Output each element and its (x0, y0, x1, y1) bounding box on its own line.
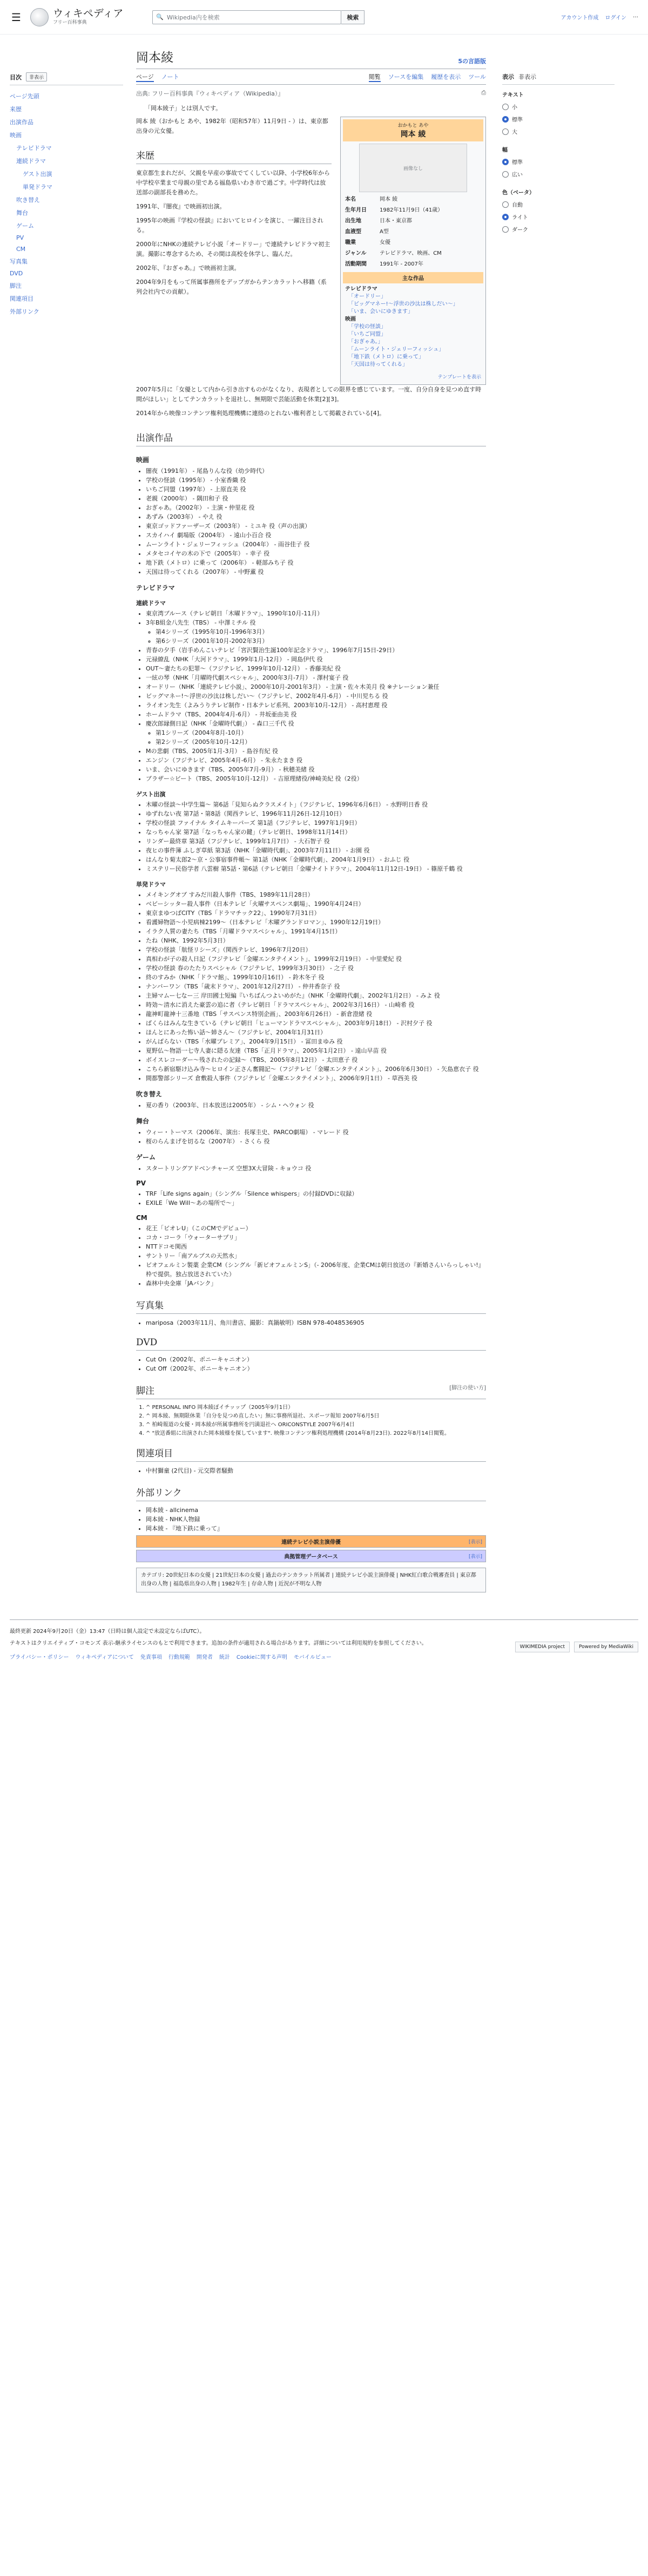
hatnote: 「岡本綾子」とは別人です。 (145, 105, 222, 112)
guest-item[interactable]: • 夜ヒの事件簿 ふしぎ草紙 第3話（NHK「金曜時代劇」、2003年7月11日） - お園 役 (146, 846, 486, 855)
page-footer (10, 1619, 638, 1671)
serial-item[interactable]: ◦ 第4シリーズ（1995年10月-1996年3月） (156, 627, 486, 636)
film-item[interactable]: • 闇夜（1991年） - 尾島りんな役（幼少時代） (146, 466, 486, 476)
pv-item[interactable]: • EXILE「We Will〜あの場所で〜」 (146, 1198, 486, 1208)
special-item[interactable]: • ばくらはみんな生きている（テレビ朝日「ヒューマンドラマスペシャル」、2003年9月18日） - 沢村夕子 役 (146, 1019, 486, 1028)
serial-item[interactable]: • いま、会いにゆきます（TBS、2005年7月-9月） - 秋穂美緒 役 (146, 765, 486, 774)
special-item[interactable]: • 真相わが子の殺人日記（フジテレビ「金曜エンタテイメント」、1999年2月19日） - 中里愛紀 役 (146, 954, 486, 964)
radio-label: ダーク (512, 227, 528, 233)
infobox-label: 血液型 (345, 229, 361, 235)
menu-icon[interactable]: ☰ (11, 10, 21, 24)
radio-option[interactable] (502, 211, 615, 223)
external-link-item[interactable]: • 岡本綾 - 『地下鉄に乗って』 (146, 1524, 486, 1533)
search-button[interactable]: 検索 (341, 10, 364, 24)
toc-list (10, 90, 123, 318)
radio-option[interactable] (502, 168, 615, 180)
appearance-title: 表示 (502, 73, 514, 80)
radio-label: 小 (512, 105, 517, 111)
navbox-title: 連続テレビ小説主演俳優 (281, 1540, 341, 1545)
radio-option[interactable] (502, 113, 615, 125)
special-item[interactable]: • ナンバーワン（TBS「歳末ドラマ」、2001年12月27日） - 仲井香奈子 役 (146, 982, 486, 991)
serial-item[interactable]: • 東京湾ブルース（テレビ朝日「木曜ドラマ」、1990年10月-11月） (146, 609, 486, 618)
infobox-value: 1991年 - 2007年 (380, 261, 423, 267)
film-item[interactable]: • あずみ（2003年） - やえ 役 (146, 512, 486, 521)
footer-link[interactable]: Cookieに関する声明 (236, 1655, 287, 1660)
create-account-link[interactable]: アカウント作成 (561, 15, 599, 21)
serial-item[interactable]: • ブラザー☆ビート（TBS、2005年10月-12月） - 吉原理緒役/神崎美紀 役（2役） (146, 774, 486, 783)
film-item[interactable]: • 老親（2000年） - 隅田和子 役 (146, 494, 486, 503)
reference-item[interactable]: 2. ^ 岡本綾、無期限休業「自分を見つめ直したい」無に事務所退社、スポーツ報知 2007年6月5日 (146, 1412, 486, 1421)
infobox-value: 女優 (380, 240, 390, 246)
serial-item[interactable]: • エンジン（フジテレビ、2005年4月-6月） - 朱永たまき 役 (146, 756, 486, 765)
infobox-work-link[interactable]: 「いちご同盟」 (348, 331, 386, 337)
notes-heading: 脚注 [脚注の使い方] (136, 1375, 486, 1399)
site-wordmark: ウィキペディア (53, 8, 124, 19)
footer-link[interactable]: 開発者 (196, 1655, 213, 1660)
infobox-works-heading: 主な作品 (343, 272, 483, 283)
stage-heading: 舞台 (136, 1117, 150, 1125)
language-button[interactable]: 5の言語版 (458, 58, 486, 65)
guest-heading: ゲスト出演 (136, 791, 166, 798)
film-item[interactable]: • スカイハイ 劇場版（2004年） - 遠山小百合 役 (146, 531, 486, 540)
navbox-header[interactable] (137, 1536, 485, 1547)
infobox-value: 1982年11月9日（41歳） (380, 207, 443, 213)
infobox-works-category: テレビドラマ (345, 286, 377, 292)
dvd-item[interactable]: • Cut Off（2002年、ポニーキャニオン） (146, 1364, 486, 1373)
footer-link[interactable]: 行動規範 (168, 1655, 190, 1660)
serial-item[interactable]: • オードリー（NHK「連続テレビ小説」、2000年10月-2001年3月） - 主演・佐々木美月 役 ※ナレーション兼任 (146, 682, 486, 692)
license-text: テキストはクリエイティブ・コモンズ 表示-継承ライセンスのもとで利用できます。追加の条件が適用される場合があります。詳細については利用規約を参照してください。 (10, 1640, 427, 1646)
guest-item[interactable]: • ミステリー民俗学者 八雲樹 第5話・第6話（テレビ朝日「金曜ナイトドラマ」、2004年11月12日-19日） - 篠原千鶴 役 (146, 864, 486, 873)
history-section-continued (136, 385, 486, 418)
radio-label: 標準 (512, 160, 523, 166)
source-note: 出典: フリー百科事典『ウィキペディア（Wikipedia）』 (136, 90, 284, 97)
dub-heading: 吹き替え (136, 1090, 163, 1098)
navbox-show-toggle[interactable]: [表示] (468, 1554, 482, 1560)
infobox-row (343, 238, 483, 248)
cm-item[interactable]: • サントリー「南アルプスの天然水」 (146, 1251, 486, 1260)
serial-item[interactable]: ◦ 第6シリーズ（2001年10月-2002年3月） (156, 636, 486, 646)
tab-history[interactable]: 履歴を表示 (431, 73, 461, 80)
special-item[interactable]: • メイキングオブ すみだ川殺人事件（TBS、1989年11月28日） (146, 890, 486, 899)
toc-item[interactable]: 連続ドラマ (16, 158, 46, 165)
radio-dot[interactable] (502, 201, 509, 208)
history-paragraph: 2000年にNHKの連続テレビ小説「オードリー」で連続テレビドラマ初主演。撮影に専念するため、その間は高校を休学し、臨んだ。 (136, 241, 330, 257)
infobox-work-link[interactable]: 「いま、会いにゆきます」 (348, 309, 413, 315)
footer-link[interactable]: モバイルビュー (293, 1655, 332, 1660)
toc-item[interactable]: 吹き替え (16, 196, 40, 204)
infobox-label: 本名 (345, 196, 356, 202)
toc-item[interactable]: ページ先頭 (10, 93, 39, 100)
cm-item[interactable]: • ビオフェルミン製薬 企業CM（シングル「新ビオフェルミンS」（- 2006年度、企業CMは朝日放送の『新婚さんいらっしゃい!』枠で提供。独占放送されていた） (146, 1260, 486, 1279)
radio-option[interactable] (502, 155, 615, 168)
reference-item[interactable]: 4. ^ "放送番組に出演された岡本綾様を探しています". 映像コンテンツ権利処理機構 (2014年8月23日). 2022年8月14日閲覧。 (146, 1429, 486, 1438)
infobox-row (343, 227, 483, 238)
footer-link[interactable]: 免責事項 (140, 1655, 162, 1660)
search-form (152, 10, 364, 24)
serial-item[interactable]: • 慶次郎縁側日記（NHK「金曜時代劇」） - 森口三千代 役 (146, 719, 486, 728)
film-item[interactable]: • 地下鉄（メトロ）に乗って（2006年） - 軽部みち子 役 (146, 558, 486, 567)
color-heading: 色（ベータ） (502, 190, 535, 196)
cm-item[interactable]: • 花王「ビオレU」（このCMでデビュー） (146, 1224, 486, 1233)
tab-tools[interactable]: ツール (468, 73, 486, 80)
stage-item[interactable]: • ウィー・トーマス（2006年、演出：長塚圭史、PARCO劇場） - マレード 役 (146, 1128, 486, 1137)
notes-help-link[interactable]: [脚注の使い方] (449, 1385, 486, 1391)
film-item[interactable]: • いちご同盟（1997年） - 上原直美 役 (146, 485, 486, 494)
dvd-item[interactable]: • Cut On（2002年、ポニーキャニオン） (146, 1355, 486, 1364)
special-item[interactable]: • こちら新宿駆け込み寺〜ヒロイン正さん奮闘記〜（フジテレビ「金曜エンタテイメント」、2006年6月30日） - 矢島恵衣子 役 (146, 1065, 486, 1074)
stage-item[interactable]: • 桜のらんまげを切るな（2007年） - さくら 役 (146, 1137, 486, 1146)
more-icon[interactable]: … (633, 13, 638, 19)
special-item[interactable]: • 学校の怪談 春のたたりスペシャル（フジテレビ、1999年3月30日） - 之子 役 (146, 964, 486, 973)
serial-item[interactable]: • ライオン先生（よみうりテレビ制作・日本テレビ系列、2003年10月-12月） - 高村恵理 役 (146, 701, 486, 710)
special-item[interactable]: • 終のすみか（NHK「ドラマ館」、1999年10月16日） - 鈴木冬子 役 (146, 973, 486, 982)
radio-dot[interactable] (502, 226, 509, 233)
related-heading: 関連項目 (136, 1438, 486, 1462)
infobox-value: 岡本 綾 (380, 196, 398, 202)
special-item[interactable]: • 看護婦物語〜小児病棟2199〜（日本テレビ「木曜グランドロマン」、1990年12月19日） (146, 918, 486, 927)
serial-item[interactable]: • OUT〜妻たちの犯罪〜（フジテレビ、1999年10月-12月） - 香藤美紀 役 (146, 664, 486, 673)
infobox-photo: 画像なし (359, 144, 467, 192)
serial-heading: 連続ドラマ (136, 600, 166, 607)
film-item[interactable]: • 天国は待ってくれる（2007年） - 中野薫 役 (146, 567, 486, 577)
reference-item[interactable]: 1. ^ PERSONAL INFO 岡本綾ぽイチッップ（2005年9月1日） (146, 1404, 486, 1412)
film-item[interactable]: • おぎゃあ。（2002年） - 主演・仲里花 役 (146, 503, 486, 512)
infobox-label: 生年月日 (345, 207, 367, 213)
radio-label: 自動 (512, 202, 523, 208)
toc-item[interactable]: ゲスト出演 (23, 171, 52, 178)
toc-item[interactable]: テレビドラマ (16, 145, 52, 152)
photobook-heading: 写真集 (136, 1290, 486, 1314)
infobox-value: 日本・東京都 (380, 218, 412, 224)
special-item[interactable]: • 龍神町龍神十三番地（TBS「サスペンス特別企画」、2003年6月26日） - 新倉澄緒 役 (146, 1009, 486, 1019)
toc-item[interactable]: PV (16, 234, 24, 241)
history-paragraph: 2007年5月に「女優として内から引き出すものがなくなり、表現者としての限界を感じています。一度、自分自身を見つめ直す時間がほしい」としてテンカラットを退社し、無期限で芸能活動を休業[2][3]。 (136, 386, 482, 403)
special-item[interactable]: • ボイスレコーダー〜残されたの記録〜（TBS、2005年8月12日） - 太田恵子 役 (146, 1055, 486, 1065)
serial-item[interactable]: • Mの悲劇（TBS、2005年1月-3月） - 島谷有紀 役 (146, 747, 486, 756)
site-tagline: フリー百科事典 (53, 20, 87, 25)
radio-option[interactable] (502, 125, 615, 138)
films-heading: 映画 (136, 456, 150, 464)
radio-option[interactable] (502, 100, 615, 113)
cm-heading: CM (136, 1214, 147, 1222)
infobox-work-link[interactable]: 「おぎゃあ。」 (348, 339, 383, 345)
film-item[interactable]: • 学校の怪談（1995年） - 小室香織 役 (146, 476, 486, 485)
infobox-row (343, 205, 483, 216)
infobox-works-category: 映画 (345, 316, 356, 322)
toc-item[interactable]: DVD (10, 270, 23, 277)
infobox-work-link[interactable]: 「地下鉄（メトロ）に乗って」 (348, 354, 424, 360)
tv-heading: テレビドラマ (136, 584, 175, 592)
dvd-heading: DVD (136, 1330, 486, 1351)
radio-label: 広い (512, 172, 523, 178)
footer-link[interactable]: 統計 (219, 1655, 230, 1660)
login-link[interactable]: ログイン (605, 15, 626, 21)
external-links-heading: 外部リンク (136, 1477, 486, 1501)
page-tabs (136, 69, 486, 85)
toc-item[interactable]: 映画 (10, 132, 22, 139)
infobox-value: テレビドラマ、映画、CM (380, 250, 442, 256)
navbox (136, 1550, 486, 1562)
toc-item[interactable]: 脚注 (10, 282, 22, 289)
category-links[interactable]: カテゴリ: 20世紀日本の女優 | 21世紀日本の女優 | 過去のテンカラット所属者 | 連続テレビ小説主演俳優 | NHK紅白歌合戦審査員 | 東京都出身の人物 | 福島県出身の人物 | 1982年生 | 存命人物 | 近況が不明な人物 (136, 1568, 486, 1592)
footer-badge[interactable]: WIKIMEDIA project (515, 1642, 570, 1652)
serial-item[interactable]: • 青春の夕手（岩手めんこいテレビ「宮沢賢治生誕100年記念ドラマ」、1996年7月15日-29日） (146, 646, 486, 655)
guest-item[interactable]: • ゆずれない夜 第7話・第8話（関西テレビ、1996年11月26日-12月10日） (146, 809, 486, 818)
search-input[interactable]: 🔍 Wikipedia内を検索 (152, 10, 341, 24)
game-item[interactable]: • スタートリングアドベンチャーズ 空想3X大冒険 - キョウコ 役 (146, 1164, 486, 1173)
last-updated: 最終更新 2024年9月20日（金）13:47（日時は個人設定で未設定ならばUTC）。 (10, 1629, 205, 1635)
infobox-row (343, 248, 483, 259)
appearance-hide-button[interactable]: 非表示 (518, 73, 536, 80)
guest-item[interactable]: • 木曜の怪談〜中学生篇〜 第6話「見知らぬクラスメイト」（フジテレビ、1996年6月6日） - 水野明日香 役 (146, 800, 486, 809)
special-item[interactable]: • 夏野仏〜物語一七寺人妻に隠る友達（TBS「正月ドラマ」、2005年1月2日） - 遠山早苗 役 (146, 1046, 486, 1055)
film-item[interactable]: • ムーンライト・ジェリーフィッシュ（2004年） - 雨谷佳子 役 (146, 540, 486, 549)
radio-dot[interactable] (502, 116, 509, 123)
toc-item[interactable]: ゲーム (16, 222, 34, 229)
history-section (136, 168, 332, 297)
width-heading: 幅 (502, 147, 508, 153)
infobox-row (343, 216, 483, 227)
radio-dot[interactable] (502, 128, 509, 135)
print-icon[interactable]: ⎙ (481, 89, 486, 96)
site-header (0, 0, 648, 35)
infobox-label: 職業 (345, 240, 356, 246)
infobox-label: 活動期間 (345, 261, 367, 267)
history-paragraph: 2004年9月をもって所属事務所をデップガからテンカラットへ移籍（系列会社内での貢献）。 (136, 279, 327, 295)
toc-item[interactable]: 出演作品 (10, 119, 33, 126)
serial-item[interactable]: • 3年B組金八先生（TBS） - 中澤ミチル 役 (146, 618, 486, 627)
radio-option[interactable] (502, 223, 615, 235)
tab-page[interactable]: ページ (136, 72, 154, 82)
infobox-work-link[interactable]: 「ビッグマネー!〜浮世の沙汰は株しだい〜」 (348, 301, 458, 307)
tab-talk[interactable]: ノート (161, 73, 179, 80)
tab-edit[interactable]: ソースを編集 (388, 73, 424, 80)
infobox-work-link[interactable]: 「学校の怪談」 (348, 324, 386, 330)
text-size-heading: テキスト (502, 92, 524, 98)
footer-link[interactable]: プライバシー・ポリシー (10, 1655, 69, 1660)
pv-item[interactable]: • TRF「Life signs again」（シングル「Silence whispers」の付録DVDに収録） (146, 1189, 486, 1198)
infobox-row (343, 259, 483, 270)
infobox-work-link[interactable]: 「ムーンライト・ジェリーフィッシュ」 (348, 347, 444, 352)
guest-item[interactable]: • はんなり菊太郎2〜京・公事宿事件帳〜 第1話（NHK「金曜時代劇」、2004年1月9日） - おふじ 役 (146, 855, 486, 864)
cm-item[interactable]: • NTTドコモ関西 (146, 1242, 486, 1251)
navbox-title: 典拠管理データベース (284, 1554, 338, 1560)
guest-item[interactable]: • リンダー最終章 第3話（フジテレビ、1999年1月7日） - 大石智子 役 (146, 837, 486, 846)
special-item[interactable]: • 東京まゆつばCITY（TBS「ドラマチック22」、1990年7月31日） (146, 909, 486, 918)
guest-item[interactable]: • 学校の怪談 ファイナル タイムキーパーズ 第1話（フジテレビ、1997年1月9日） (146, 818, 486, 828)
dub-item[interactable]: • 夏の香り（2003年、日本放送は2005年） - シム・ヘウォン 役 (146, 1101, 486, 1110)
toc-item[interactable]: 舞台 (16, 209, 28, 216)
footer-link[interactable]: ウィキペディアについて (75, 1655, 134, 1660)
toc-item[interactable]: 写真集 (10, 258, 28, 265)
radio-dot[interactable] (502, 171, 509, 178)
infobox-kana: おかもと あや (397, 123, 429, 128)
infobox-label: ジャンル (345, 250, 367, 256)
reference-item[interactable]: 3. ^ 柏崎報道の女優・岡本綾が所属事務所を円満退社へ ORICONSTYLE 2007年6月4日 (146, 1421, 486, 1429)
user-actions (561, 13, 638, 21)
special-item[interactable]: • 時効〜清水に消えた豪雲の追に者（テレビ朝日「ドラマスペシャル」、2002年3月16日） - 山崎希 役 (146, 1000, 486, 1009)
radio-label: ライト (512, 215, 528, 221)
special-item[interactable]: • がんばらない（TBS「水曜プレミア」、2004年9月15日） - 冨田まゆみ 役 (146, 1037, 486, 1046)
footer-badge[interactable]: Powered by MediaWiki (574, 1642, 638, 1652)
history-paragraph: 東京都生まれだが、父親を早産の事故でてくしてい以降、小学校6年から中学校卒業まで母親の里である福島県いわき市で過ごす。中学時代は放送部の副部長を務めた。 (136, 170, 330, 196)
toc-item[interactable]: 来歴 (10, 106, 22, 113)
serial-item[interactable]: • 一絃の琴（NHK「月曜時代劇スペシャル」、2000年3月-7月） - 澤村宴子 役 (146, 673, 486, 682)
radio-dot[interactable] (502, 214, 509, 220)
infobox (340, 117, 486, 385)
radio-label: 標準 (512, 117, 523, 123)
infobox-value: A型 (380, 229, 389, 235)
infobox-label: 出生地 (345, 218, 361, 224)
navbox-show-toggle[interactable]: [表示] (468, 1540, 482, 1545)
film-item[interactable]: • メタセコイヤの木の下で（2005年） - 幸子 役 (146, 549, 486, 558)
page-title: 岡本綾 (136, 51, 173, 65)
radio-label: 大 (512, 130, 517, 135)
special-item[interactable]: • 主婦マムー七なー三 岸田國士短編『いちばんつよいめがた』（NHK「金曜時代劇」、2002年1月2日） - みよ 役 (146, 991, 486, 1000)
external-link-item[interactable]: • 岡本綾 - allcinema (146, 1506, 486, 1515)
toc-item[interactable]: CM (16, 246, 26, 253)
navbox (136, 1535, 486, 1548)
serial-item[interactable]: • 元禄繚乱（NHK「大河ドラマ」、1999年1月-12月） - 岡島伊代 役 (146, 655, 486, 664)
special-item[interactable]: • たね（NHK、1992年5月3日） (146, 936, 486, 945)
infobox-work-link[interactable]: 「天国は待ってくれる」 (348, 362, 408, 368)
guest-item[interactable]: • なっちゃん家 第7話「なっちゃん家の鍵」（テレビ朝日、1998年11月14日） (146, 828, 486, 837)
serial-item[interactable]: ◦ 第1シリーズ（2004年8月-10月） (156, 728, 486, 737)
section-history-heading: 来歴 (136, 140, 332, 164)
lead-paragraph: 岡本 綾（おかもと あや、1982年（昭和57年）11月9日 - ）は、東京都出身の元女優。 (136, 118, 328, 134)
special-heading: 単発ドラマ (136, 881, 166, 888)
toc-item[interactable]: 関連項目 (10, 295, 33, 302)
pv-heading: PV (136, 1179, 146, 1187)
radio-option[interactable] (502, 198, 615, 211)
history-paragraph: 2014年から映像コンテンツ権利処理機構に連絡のとれない権利者として掲載されている[4]。 (136, 410, 386, 417)
infobox-row (343, 194, 483, 205)
serial-item[interactable]: ◦ 第2シリーズ（2005年10月-12月） (156, 737, 486, 747)
toc-hide-button[interactable]: 非表示 (26, 72, 47, 82)
serial-item[interactable]: • ビッグマネー!〜浮世の沙汰は株しだい〜（フジテレビ、2002年4月-6月） - 中川児ちる 役 (146, 692, 486, 701)
wikipedia-globe-icon (30, 8, 49, 26)
appearance-sidebar (496, 35, 615, 1598)
external-link-item[interactable]: • 岡本綾 - NHK人物録 (146, 1515, 486, 1524)
section-works-heading: 出演作品 (136, 423, 486, 446)
navbox-header[interactable] (137, 1550, 485, 1562)
infobox-work-link[interactable]: 「オードリー」 (348, 294, 386, 300)
toc-title: 目次 (10, 73, 22, 81)
special-item[interactable]: • 間都警部シリーズ 倉敷殺人事件（フジテレビ「金曜エンタテイメント」、2006年9月1日） - 草西美 役 (146, 1074, 486, 1083)
toc-sidebar (10, 35, 123, 1598)
cm-item[interactable]: • コカ・コーラ「ウォーターサプリ」 (146, 1233, 486, 1242)
radio-dot[interactable] (502, 104, 509, 110)
photobook-item[interactable]: • mariposa（2003年11月、角川書店、撮影：真鍋敏明）ISBN 978-4048536905 (146, 1318, 486, 1327)
infobox-name: 岡本 綾 (400, 130, 426, 139)
film-item[interactable]: • 東京ゴッドファーザーズ（2003年） - ミユキ 役（声の出演） (146, 521, 486, 531)
history-paragraph: 1991年、『闇夜』で映画初出演。 (136, 203, 226, 210)
game-heading: ゲーム (136, 1154, 156, 1161)
related-item[interactable]: • 中村獅童 (2代目) - 元交際者騒動 (146, 1466, 486, 1475)
toc-item[interactable]: 外部リンク (10, 308, 39, 315)
search-icon: 🔍 (156, 13, 164, 21)
article (123, 35, 496, 1598)
toc-item[interactable]: 単発ドラマ (23, 184, 52, 191)
cm-item[interactable]: • 森林中央金庫「JAバンク」 (146, 1279, 486, 1288)
template-link[interactable]: テンプレートを表示 (437, 375, 481, 380)
tab-read[interactable]: 閲覧 (369, 72, 381, 82)
special-item[interactable]: • ほんとにあった怖い話〜姉さん〜（フジテレビ、2004年1月31日） (146, 1028, 486, 1037)
serial-item[interactable]: • ホームドラマ（TBS、2004年4月-6月） - 井坂亜由美 役 (146, 710, 486, 719)
special-item[interactable]: • ベビーシッター殺人事件（日本テレビ「火曜サスペンス劇場」、1990年4月24日） (146, 899, 486, 909)
special-item[interactable]: • 学校の怪談「航怪リシーズ」（関西テレビ、1996年7月20日） (146, 945, 486, 954)
site-logo[interactable] (30, 8, 123, 26)
history-paragraph: 2002年、『おぎゃあ。』で映画初主演。 (136, 265, 240, 272)
history-paragraph: 1995年の映画『学校の怪談』においてヒロインを演じ、一躍注目される。 (136, 217, 323, 234)
special-item[interactable]: • イラク人質の妻たち（TBS「月曜ドラマスペシャル」、1991年4月15日） (146, 927, 486, 936)
radio-dot[interactable] (502, 159, 509, 165)
